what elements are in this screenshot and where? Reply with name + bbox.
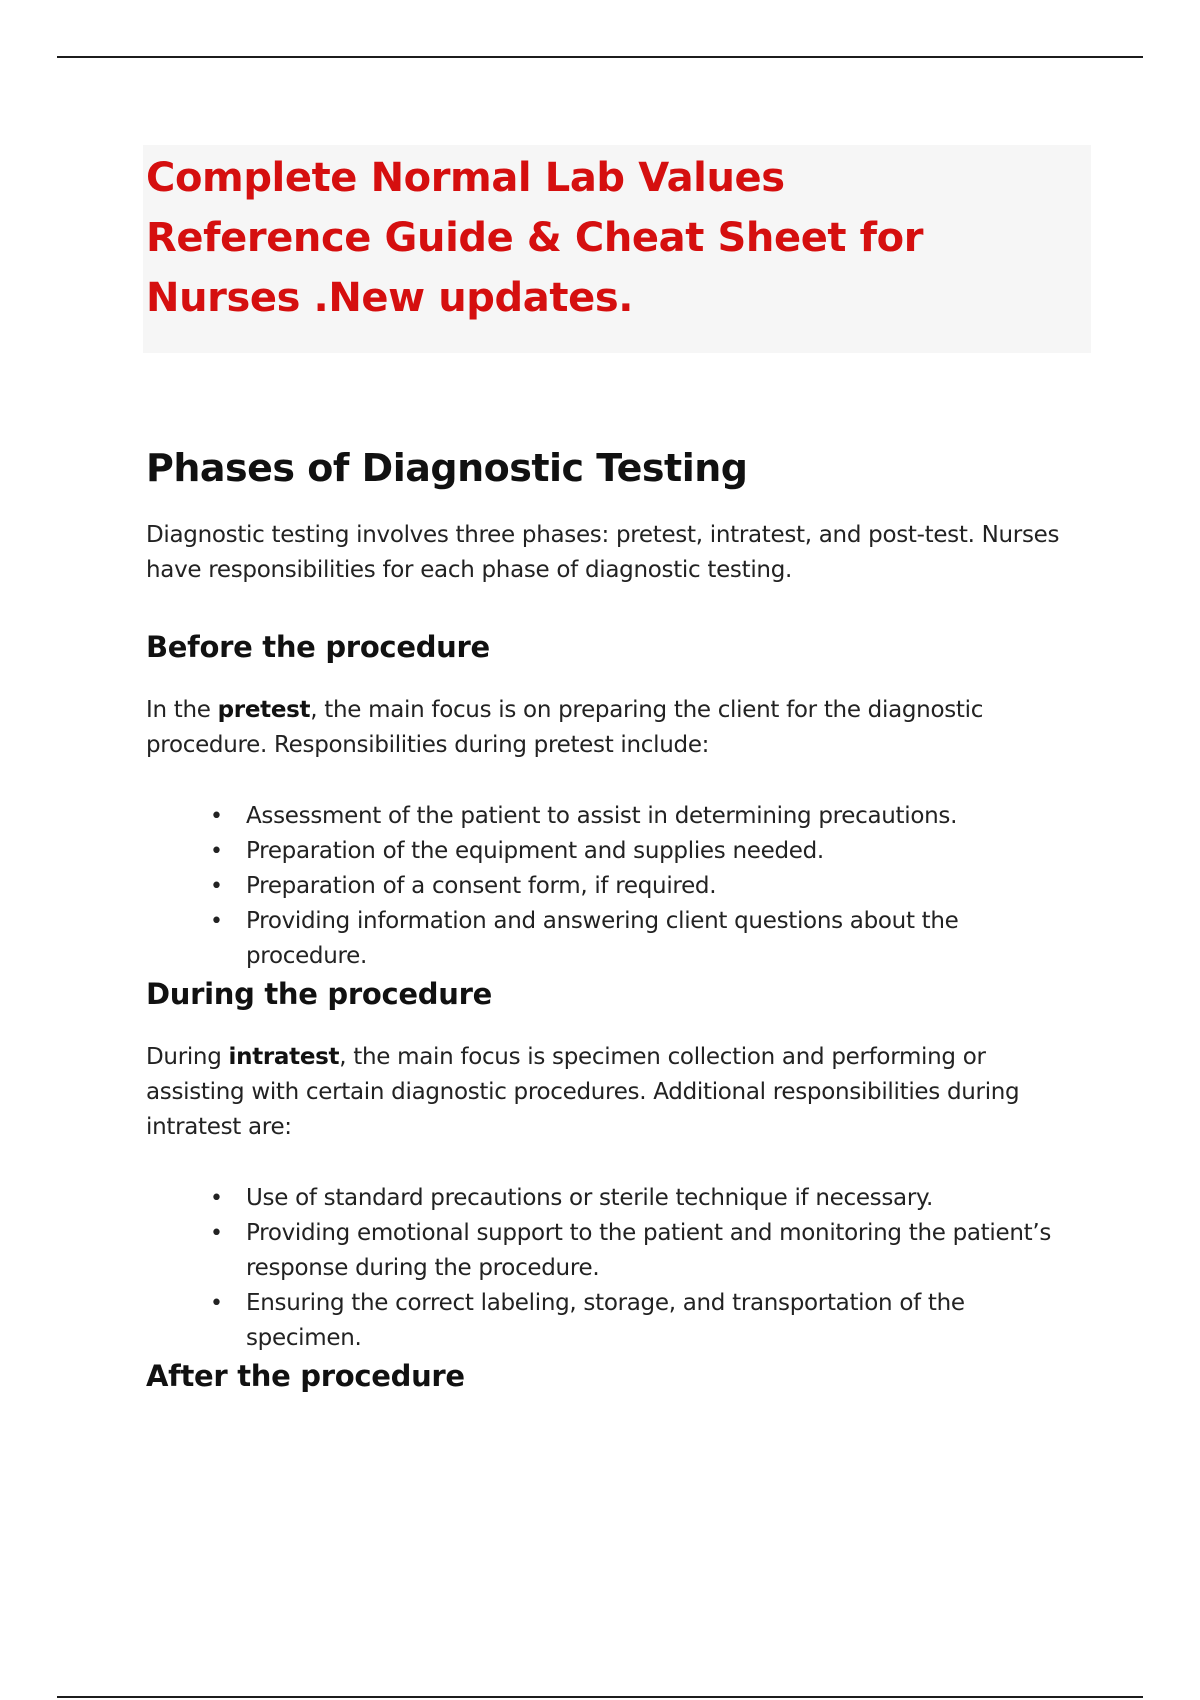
- document-title: Complete Normal Lab Values Reference Guide & Cheat Sheet for Nurses .New updates.: [146, 155, 924, 321]
- during-list: [146, 1181, 1086, 1356]
- list-item: • Use of standard precautions or sterile technique if necessary.: [246, 1181, 1086, 1216]
- title-banner: [143, 145, 1091, 353]
- section-title: Phases of Diagnostic Testing: [146, 446, 748, 490]
- before-heading: Before the procedure: [146, 630, 490, 664]
- before-lead-bold: pretest: [217, 697, 311, 723]
- top-rule: [57, 56, 1143, 58]
- after-heading: After the procedure: [146, 1359, 465, 1393]
- list-item: • Preparation of a consent form, if required.: [246, 869, 1086, 904]
- during-lead-start: During: [146, 1044, 229, 1070]
- during-paragraph: [146, 1040, 1086, 1145]
- before-lead-end: , the main focus is on preparing the client for the diagnostic procedure. Responsibilities during pretest include:: [146, 697, 984, 758]
- during-heading: During the procedure: [146, 977, 492, 1011]
- list-item: • Providing emotional support to the patient and monitoring the patient’s response during the procedure.: [246, 1216, 1086, 1286]
- list-item: • Ensuring the correct labeling, storage, and transportation of the specimen.: [246, 1286, 1086, 1356]
- list-item: • Preparation of the equipment and supplies needed.: [246, 834, 1086, 869]
- before-list: [146, 799, 1086, 974]
- list-item: • Assessment of the patient to assist in determining precautions.: [246, 799, 1086, 834]
- during-lead-bold: intratest: [228, 1044, 340, 1070]
- section-intro: Diagnostic testing involves three phases: pretest, intratest, and post-test. Nurses have responsibilities for each phase of diagnostic testing.: [146, 522, 1060, 583]
- before-lead-start: In the: [146, 697, 218, 723]
- list-item: • Providing information and answering client questions about the procedure.: [246, 904, 1086, 974]
- document-body: [146, 440, 1086, 1396]
- before-paragraph: [146, 693, 1086, 763]
- bottom-rule: [57, 1696, 1143, 1698]
- during-lead-end: , the main focus is specimen collection and performing or assisting with certain diagnostic procedures. Additional responsibilities during intratest are:: [146, 1044, 1020, 1140]
